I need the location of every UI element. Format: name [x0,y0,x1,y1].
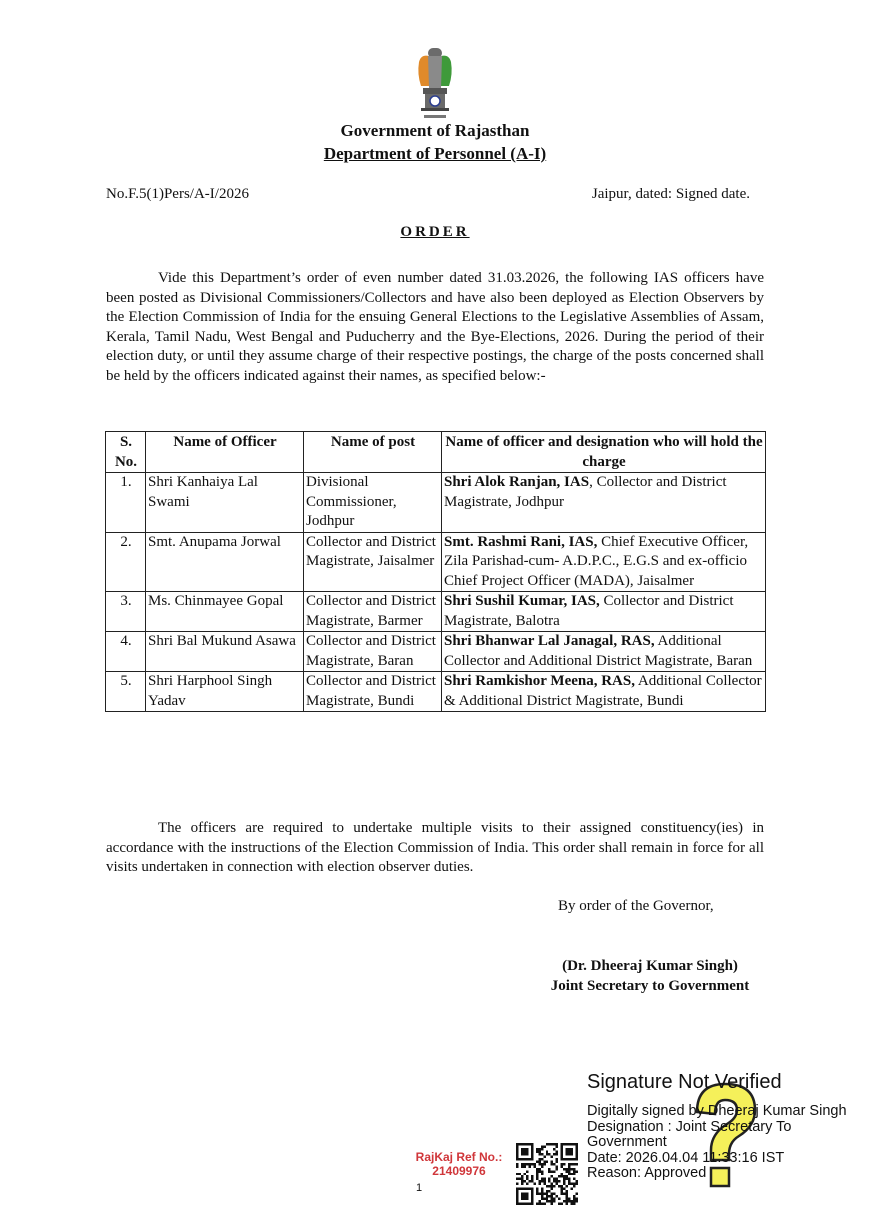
page-number: 1 [416,1182,423,1194]
cell-charge [442,632,766,672]
cell-charge [442,473,766,533]
cell-officer: Shri Bal Mukund Asawa [146,632,304,672]
cell-post: Collector and District Magistrate, Bundi [304,672,442,712]
charge-officer-name: Smt. Rashmi Rani, IAS, [444,533,598,550]
cell-charge [442,672,766,712]
signed-by: Digitally signed by Dheeraj Kumar Singh [587,1103,847,1119]
state-emblem-icon [411,46,459,122]
table-row [106,473,766,533]
cell-officer: Smt. Anupama Jorwal [146,532,304,592]
qr-code-icon [516,1143,578,1205]
table-row [106,592,766,632]
header-post: Name of post [304,432,442,473]
charge-officer-name: Shri Alok Ranjan, IAS [444,474,590,490]
table-row [106,532,766,592]
signatory-designation: Joint Secretary to Government [550,977,750,994]
government-title: Government of Rajasthan [340,121,530,140]
intro-paragraph: Vide this Department’s order of even number dated 31.03.2026, the following IAS officers have been posted as Divisional Commissioners/Collectors and have also been deployed as Election Observers by the Election Commission of India for the ensuing General Elections to the Legislative Assemblies of Assam, Kerala, Tamil Nadu, West Bengal and Puducherry and the Bye-Elections, 2026. During the period of their election duty, or until they assume charge of their respective postings, the charge of the posts concerned shall be held by the officers indicated against their names, as specified below:- [106,270,764,384]
header-officer: Name of Officer [146,432,304,473]
table-header-row [106,432,766,473]
charge-designation: Chief Executive Officer, Zila Parishad-cum- A.D.P.C., E.G.S and ex-officio Chief Project Officer (MADA), Jaisalmer [444,533,749,589]
header-sno: S. No. [106,432,146,473]
cell-sno: 2. [106,532,146,592]
table-row [106,672,766,712]
charge-officer-name: Shri Ramkishor Meena, RAS, [444,673,635,689]
digital-signature-block [587,1071,847,1182]
place-date: Jaipur, dated: Signed date. [591,186,750,202]
cell-sno: 4. [106,632,146,672]
cell-sno: 5. [106,672,146,712]
signature-status: Signature Not Verified [587,1071,782,1093]
rajkaj-number: 21409976 [432,1164,486,1178]
cell-charge [442,532,766,592]
charge-designation: Collector and District Magistrate, Balotra [444,593,734,629]
cell-sno: 1. [106,473,146,533]
rajkaj-label: RajKaj Ref No.: [415,1150,503,1164]
closing-paragraph: The officers are required to undertake multiple visits to their assigned constituency(ies) in accordance with the instructions of the Election Commission of India. This order shall remain in force for all visits undertaken in connection with election observer duties. [106,820,764,875]
cell-sno: 3. [106,592,146,632]
cell-post: Collector and District Magistrate, Baran [304,632,442,672]
cell-post: Collector and District Magistrate, Jaisalmer [304,532,442,592]
cell-post: Collector and District Magistrate, Barmer [304,592,442,632]
charge-designation: Additional Collector and Additional District Magistrate, Baran [444,633,753,669]
charge-table [105,431,766,712]
table-row [106,632,766,672]
signatory-name: (Dr. Dheeraj Kumar Singh) [562,958,738,974]
cell-officer: Shri Harphool Singh Yadav [146,672,304,712]
signature-date: Date: 2026.04.04 11:33:16 IST [587,1149,785,1166]
cell-charge [442,592,766,632]
by-order-line: By order of the Governor, [558,898,714,914]
department-title: Department of Personnel (A-I) [323,144,547,163]
designation-line-2: Government [587,1134,667,1150]
charge-officer-name: Shri Sushil Kumar, IAS, [444,593,600,609]
cell-post: Divisional Commissioner, Jodhpur [304,473,442,533]
charge-officer-name: Shri Bhanwar Lal Janagal, RAS, [444,633,655,649]
reference-number: No.F.5(1)Pers/A-I/2026 [106,186,249,202]
signatory-block [520,957,780,996]
rajkaj-reference [405,1150,513,1178]
cell-officer: Ms. Chinmayee Gopal [146,592,304,632]
header-charge: Name of officer and designation who will hold the charge [442,432,766,473]
charge-designation: Additional Collector & Additional District Magistrate, Bundi [444,673,762,709]
charge-designation: , Collector and District Magistrate, Jodhpur [444,474,727,510]
cell-officer: Shri Kanhaiya Lal Swami [146,473,304,533]
signature-reason: Reason: Approved [587,1165,707,1181]
order-title: ORDER [400,224,470,240]
designation-line-1: Designation : Joint Secretary To [587,1118,792,1135]
